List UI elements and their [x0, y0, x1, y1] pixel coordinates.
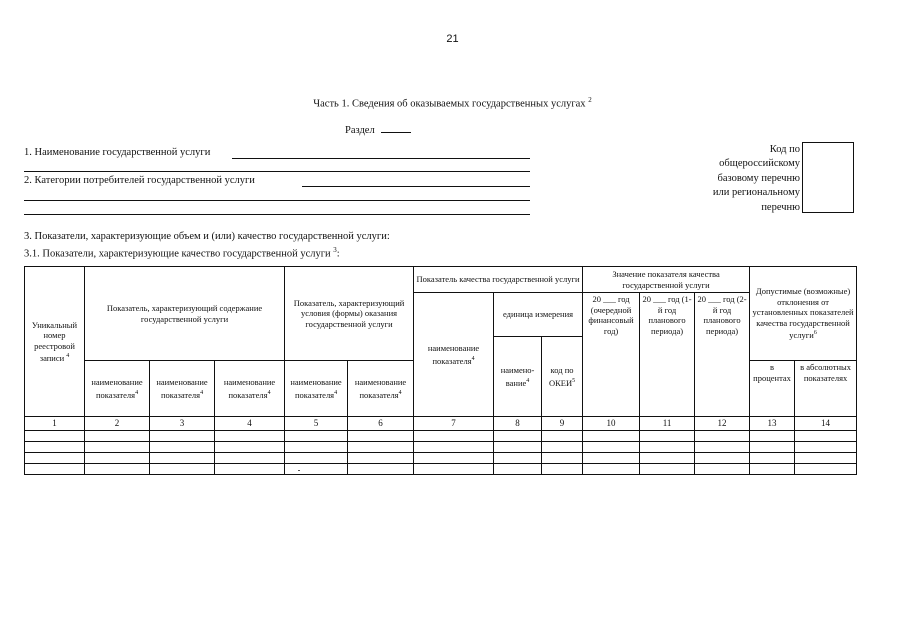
quality-indicators-table: [24, 266, 857, 475]
condition-indicator-name-1: [285, 361, 348, 417]
condition-indicator-name-2-footnote: 4: [398, 389, 402, 396]
section-line: [345, 122, 411, 136]
consumer-categories-label: 2. Категории потребителей государственной услуги: [24, 175, 255, 186]
quality-heading-footnote: 3: [333, 246, 337, 254]
table-cell[interactable]: [750, 441, 795, 452]
table-cell[interactable]: [348, 430, 414, 441]
table-cell[interactable]: [542, 452, 583, 463]
column-number: 3: [150, 417, 215, 431]
consumer-categories-line-3[interactable]: [24, 214, 530, 215]
section-label: Раздел: [345, 125, 375, 136]
column-number-row: [25, 417, 857, 431]
table-cell[interactable]: [414, 463, 494, 474]
table-cell[interactable]: [25, 441, 85, 452]
consumer-categories-line-2[interactable]: [24, 200, 530, 201]
part-title-text: Часть 1. Сведения об оказываемых государственных услугах: [313, 98, 586, 110]
condition-indicator-name-1-text: наименование показателя: [290, 377, 342, 400]
content-header: Показатель, характеризующий содержание государственной услуги: [85, 267, 285, 361]
table-cell[interactable]: [215, 441, 285, 452]
table-cell[interactable]: [25, 452, 85, 463]
quality-indicator-name-text: наименование показателя: [427, 343, 480, 366]
table-cell[interactable]: [695, 430, 750, 441]
content-indicator-name-3: [215, 361, 285, 417]
table-cell[interactable]: [695, 441, 750, 452]
table-cell[interactable]: [542, 441, 583, 452]
table-cell[interactable]: [25, 463, 85, 474]
table-cell[interactable]: [285, 430, 348, 441]
content-indicator-name-2: [150, 361, 215, 417]
indicators-heading: 3. Показатели, характеризующие объем и (или) качество государственной услуги:: [24, 231, 390, 242]
unit-name-footnote: 4: [526, 377, 530, 384]
deviation-footnote: 6: [813, 330, 817, 337]
table-cell[interactable]: [695, 463, 750, 474]
table-cell[interactable]: [640, 452, 695, 463]
table-cell[interactable]: [494, 463, 542, 474]
code-label-line-2: общероссийскому: [719, 158, 800, 170]
table-cell[interactable]: [414, 441, 494, 452]
table-row: [25, 452, 857, 463]
table-cell[interactable]: [150, 452, 215, 463]
table-cell[interactable]: [494, 452, 542, 463]
code-box-labels: [690, 143, 800, 215]
unique-number-footnote: 4: [66, 353, 70, 360]
table-cell[interactable]: [414, 452, 494, 463]
year-2-header: 20 ___ год (2-й год планового периода): [695, 293, 750, 417]
unit-header: единица измерения: [494, 293, 583, 337]
table-cell[interactable]: [640, 441, 695, 452]
table-cell[interactable]: [150, 463, 215, 474]
column-number: 11: [640, 417, 695, 431]
column-number: 2: [85, 417, 150, 431]
table-cell[interactable]: [285, 441, 348, 452]
content-indicator-name-1: [85, 361, 150, 417]
column-number: 13: [750, 417, 795, 431]
quality-heading: 3.1. Показатели, характеризующие качество государственной услуги $^3$:: [24, 246, 340, 260]
condition-indicator-name-1-footnote: 4: [334, 389, 338, 396]
table-cell[interactable]: [795, 463, 857, 474]
service-name-line-2[interactable]: [24, 171, 530, 172]
column-number: 5: [285, 417, 348, 431]
header-row-1: [25, 267, 857, 293]
content-indicator-name-1-footnote: 4: [135, 389, 139, 396]
table-cell[interactable]: [85, 463, 150, 474]
deviation-header: [750, 267, 857, 361]
consumer-categories-line[interactable]: [302, 186, 530, 187]
content-indicator-name-2-text: наименование показателя: [156, 377, 208, 400]
column-number: 6: [348, 417, 414, 431]
unique-number-header: [25, 267, 85, 417]
code-label-line-3: базовому перечню: [717, 172, 800, 184]
content-indicator-name-2-footnote: 4: [200, 389, 204, 396]
table-cell[interactable]: [750, 463, 795, 474]
column-number: 12: [695, 417, 750, 431]
unique-number-text: Уникальный номер реестровой записи: [31, 319, 78, 363]
quality-heading-text: 3.1. Показатели, характеризующие качество государственной услуги: [24, 248, 331, 260]
content-indicator-name-1-text: наименование показателя: [91, 377, 143, 400]
column-number: 1: [25, 417, 85, 431]
year-next-header: 20 ___ год (очередной финансовый год): [583, 293, 640, 417]
table-cell[interactable]: [583, 463, 640, 474]
okei-header: [542, 337, 583, 417]
quality-indicator-name: [414, 293, 494, 417]
table-cell[interactable]: [494, 441, 542, 452]
condition-indicator-name-2: [348, 361, 414, 417]
column-number: 10: [583, 417, 640, 431]
table-cell[interactable]: [348, 452, 414, 463]
table-cell[interactable]: [150, 441, 215, 452]
table-cell[interactable]: [215, 452, 285, 463]
deviation-absolute-header: в абсолютных показателях: [795, 361, 857, 417]
table-row: [25, 430, 857, 441]
section-number-blank[interactable]: [381, 122, 411, 133]
okei-footnote: 5: [572, 377, 576, 384]
conditions-header: Показатель, характеризующий условия (формы) оказания государственной услуги: [285, 267, 414, 361]
table-cell[interactable]: [348, 463, 414, 474]
quality-indicator-name-footnote: 4: [471, 355, 475, 362]
table-cell[interactable]: [583, 452, 640, 463]
service-name-line[interactable]: [232, 158, 530, 159]
scan-speck: [298, 470, 300, 471]
table-cell[interactable]: [85, 452, 150, 463]
deviation-percent-header: в процентах: [750, 361, 795, 417]
quality-header: Показатель качества государственной услуги: [414, 267, 583, 293]
table-cell[interactable]: [795, 452, 857, 463]
content-indicator-name-3-text: наименование показателя: [223, 377, 276, 400]
table-cell[interactable]: [414, 430, 494, 441]
table-cell[interactable]: [285, 463, 348, 474]
table-row: [25, 463, 857, 474]
table-row: [25, 441, 857, 452]
value-header: Значение показателя качества государственной услуги: [583, 267, 750, 293]
table-cell[interactable]: [215, 430, 285, 441]
condition-indicator-name-2-text: наименование показателя: [354, 377, 407, 400]
table-cell[interactable]: [215, 463, 285, 474]
code-box[interactable]: [802, 142, 854, 213]
year-1-header: 20 ___ год (1-й год планового периода): [640, 293, 695, 417]
table-cell[interactable]: [750, 430, 795, 441]
table-cell[interactable]: [25, 430, 85, 441]
table-cell[interactable]: [494, 430, 542, 441]
table-cell[interactable]: [542, 463, 583, 474]
table-cell[interactable]: [85, 441, 150, 452]
column-number: 7: [414, 417, 494, 431]
unit-name-text: наимено-вание: [500, 365, 535, 388]
table-cell[interactable]: [640, 430, 695, 441]
table-cell[interactable]: [150, 430, 215, 441]
okei-text: код по ОКЕИ: [548, 365, 574, 388]
table-cell[interactable]: [640, 463, 695, 474]
column-number: 9: [542, 417, 583, 431]
code-label-line-1: Код по: [769, 144, 800, 155]
table-cell[interactable]: [695, 452, 750, 463]
service-name-label: 1. Наименование государственной услуги: [24, 147, 211, 158]
table-cell[interactable]: [285, 452, 348, 463]
table-cell[interactable]: [583, 430, 640, 441]
column-number: 8: [494, 417, 542, 431]
code-label-line-4: или региональному: [712, 187, 800, 199]
content-indicator-name-3-footnote: 4: [267, 389, 271, 396]
deviation-text: Допустимые (возможные) отклонения от установленных показателей качества государственной услуги: [752, 286, 854, 341]
page-number: 21: [446, 33, 459, 45]
part-title-footnote: 2: [588, 96, 592, 104]
table-cell[interactable]: [795, 441, 857, 452]
table-cell[interactable]: [795, 430, 857, 441]
table-cell[interactable]: [85, 430, 150, 441]
table-cell[interactable]: [583, 441, 640, 452]
part-title: [0, 96, 905, 110]
column-number: 4: [215, 417, 285, 431]
table-cell[interactable]: [542, 430, 583, 441]
unit-name-header: [494, 337, 542, 417]
table-cell[interactable]: [348, 441, 414, 452]
code-label-line-5: перечню: [761, 201, 800, 213]
table-cell[interactable]: [750, 452, 795, 463]
column-number: 14: [795, 417, 857, 431]
